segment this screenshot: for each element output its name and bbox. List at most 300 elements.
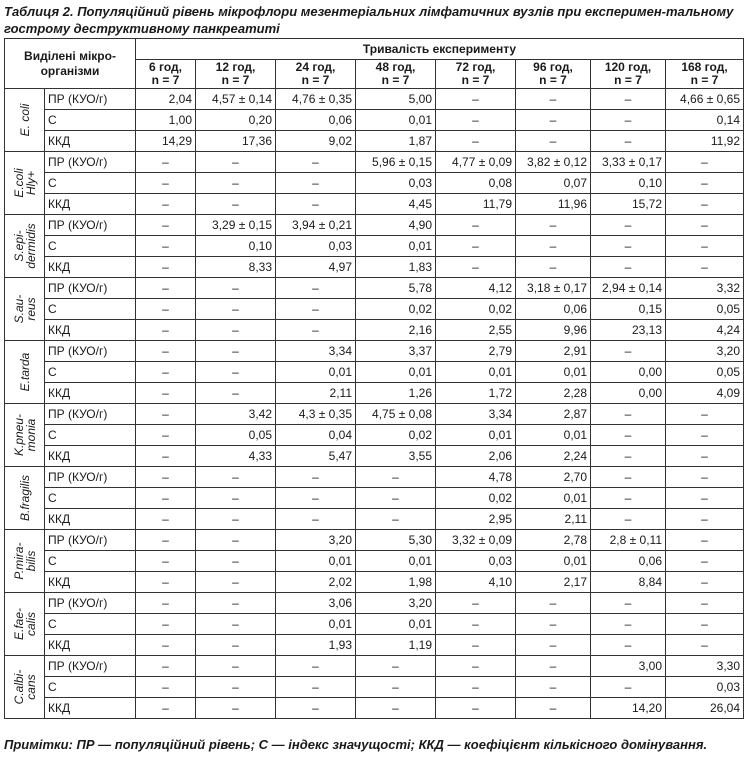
- value-cell: –: [136, 446, 196, 467]
- organism-name: [5, 341, 45, 404]
- table-row: [5, 404, 744, 425]
- organism-name-label: C.albi- cans: [11, 669, 38, 705]
- value-cell: –: [196, 509, 276, 530]
- metric-label: С: [45, 236, 136, 257]
- value-cell: 5,78: [356, 278, 436, 299]
- organism-name: [5, 278, 45, 341]
- table-row: [5, 299, 744, 320]
- value-cell: –: [196, 152, 276, 173]
- table-row: [5, 656, 744, 677]
- value-cell: –: [666, 635, 744, 656]
- table-row: [5, 362, 744, 383]
- metric-label: ПР (КУО/г): [45, 215, 136, 236]
- table-row: [5, 635, 744, 656]
- value-cell: –: [666, 593, 744, 614]
- value-cell: –: [591, 614, 666, 635]
- value-cell: 23,13: [591, 320, 666, 341]
- value-cell: –: [666, 509, 744, 530]
- value-cell: –: [436, 257, 516, 278]
- value-cell: –: [591, 236, 666, 257]
- value-cell: –: [196, 593, 276, 614]
- value-cell: –: [136, 383, 196, 404]
- metric-label: ККД: [45, 131, 136, 152]
- value-cell: –: [136, 299, 196, 320]
- value-cell: –: [436, 131, 516, 152]
- value-cell: 2,11: [276, 383, 356, 404]
- organism-name-label: E.coli Hly+: [11, 168, 38, 198]
- value-cell: –: [136, 656, 196, 677]
- value-cell: 0,01: [276, 551, 356, 572]
- table-row: [5, 173, 744, 194]
- value-cell: 0,03: [356, 173, 436, 194]
- metric-label: ККД: [45, 509, 136, 530]
- value-cell: 3,82 ± 0,12: [516, 152, 591, 173]
- value-cell: 0,05: [666, 362, 744, 383]
- value-cell: –: [591, 635, 666, 656]
- value-cell: –: [196, 656, 276, 677]
- value-cell: –: [666, 446, 744, 467]
- value-cell: 3,32 ± 0,09: [436, 530, 516, 551]
- value-cell: –: [136, 488, 196, 509]
- value-cell: –: [136, 236, 196, 257]
- column-header: 96 год, n = 7: [516, 60, 591, 89]
- value-cell: –: [436, 635, 516, 656]
- value-cell: 2,87: [516, 404, 591, 425]
- table-row: [5, 614, 744, 635]
- value-cell: –: [196, 362, 276, 383]
- value-cell: –: [436, 236, 516, 257]
- value-cell: 0,06: [276, 110, 356, 131]
- value-cell: 5,47: [276, 446, 356, 467]
- value-cell: –: [516, 236, 591, 257]
- value-cell: –: [196, 320, 276, 341]
- footnote: Примітки: ПР — популяційний рівень; С — індекс значущості; ККД — коефіцієнт кількісного домінування.: [4, 737, 708, 752]
- value-cell: 2,17: [516, 572, 591, 593]
- value-cell: 3,94 ± 0,21: [276, 215, 356, 236]
- table-row: [5, 383, 744, 404]
- table-row: [5, 320, 744, 341]
- metric-label: С: [45, 362, 136, 383]
- data-table-wrapper: [4, 38, 744, 719]
- value-cell: 11,96: [516, 194, 591, 215]
- value-cell: 3,42: [196, 404, 276, 425]
- value-cell: –: [356, 488, 436, 509]
- table-row: [5, 236, 744, 257]
- organism-name: [5, 467, 45, 530]
- value-cell: –: [666, 236, 744, 257]
- value-cell: 2,78: [516, 530, 591, 551]
- value-cell: –: [516, 89, 591, 110]
- value-cell: –: [276, 698, 356, 719]
- value-cell: –: [196, 677, 276, 698]
- value-cell: 9,02: [276, 131, 356, 152]
- value-cell: 4,77 ± 0,09: [436, 152, 516, 173]
- value-cell: 2,28: [516, 383, 591, 404]
- value-cell: 3,06: [276, 593, 356, 614]
- value-cell: –: [196, 299, 276, 320]
- value-cell: 0,08: [436, 173, 516, 194]
- value-cell: –: [136, 278, 196, 299]
- value-cell: 0,04: [276, 425, 356, 446]
- value-cell: 4,33: [196, 446, 276, 467]
- value-cell: –: [591, 215, 666, 236]
- value-cell: 3,20: [666, 341, 744, 362]
- value-cell: 0,20: [196, 110, 276, 131]
- value-cell: –: [516, 614, 591, 635]
- value-cell: 0,03: [436, 551, 516, 572]
- value-cell: 0,14: [666, 110, 744, 131]
- value-cell: 3,18 ± 0,17: [516, 278, 591, 299]
- value-cell: 0,05: [666, 299, 744, 320]
- table-row: [5, 341, 744, 362]
- value-cell: –: [136, 467, 196, 488]
- value-cell: 0,05: [196, 425, 276, 446]
- metric-label: С: [45, 614, 136, 635]
- value-cell: –: [666, 194, 744, 215]
- metric-label: ККД: [45, 383, 136, 404]
- value-cell: –: [136, 341, 196, 362]
- value-cell: –: [196, 488, 276, 509]
- organism-name: [5, 404, 45, 467]
- value-cell: –: [136, 635, 196, 656]
- table-row: [5, 194, 744, 215]
- value-cell: 0,10: [196, 236, 276, 257]
- value-cell: –: [666, 467, 744, 488]
- organism-name-label: P.mira- bilis: [11, 542, 38, 580]
- value-cell: 4,3 ± 0,35: [276, 404, 356, 425]
- value-cell: –: [591, 593, 666, 614]
- value-cell: 1,93: [276, 635, 356, 656]
- value-cell: 0,02: [436, 488, 516, 509]
- metric-label: С: [45, 488, 136, 509]
- value-cell: –: [436, 656, 516, 677]
- value-cell: 2,95: [436, 509, 516, 530]
- value-cell: –: [591, 341, 666, 362]
- value-cell: 0,01: [436, 362, 516, 383]
- value-cell: –: [516, 698, 591, 719]
- value-cell: 2,55: [436, 320, 516, 341]
- value-cell: –: [591, 89, 666, 110]
- value-cell: 2,02: [276, 572, 356, 593]
- table-row: [5, 572, 744, 593]
- value-cell: 4,10: [436, 572, 516, 593]
- table-row: [5, 488, 744, 509]
- organism-name: [5, 152, 45, 215]
- value-cell: 4,90: [356, 215, 436, 236]
- value-cell: –: [196, 173, 276, 194]
- value-cell: 4,78: [436, 467, 516, 488]
- organism-name: [5, 656, 45, 719]
- value-cell: –: [666, 551, 744, 572]
- table-row: [5, 677, 744, 698]
- value-cell: –: [136, 593, 196, 614]
- value-cell: 0,01: [276, 362, 356, 383]
- table-caption: Таблиця 2. Популяційний рівень мікрофлори мезентеріальних лімфатичних вузлів при експеримен-тальному гострому деструктивному панкреатиті: [4, 4, 734, 36]
- value-cell: –: [136, 677, 196, 698]
- metric-label: С: [45, 551, 136, 572]
- value-cell: –: [666, 530, 744, 551]
- value-cell: 26,04: [666, 698, 744, 719]
- value-cell: 3,32: [666, 278, 744, 299]
- value-cell: –: [666, 173, 744, 194]
- value-cell: 0,03: [666, 677, 744, 698]
- value-cell: –: [276, 677, 356, 698]
- value-cell: –: [136, 425, 196, 446]
- organism-name-label: E. coli: [17, 103, 32, 137]
- metric-label: ПР (КУО/г): [45, 404, 136, 425]
- value-cell: 0,01: [276, 614, 356, 635]
- table-row: [5, 530, 744, 551]
- value-cell: 3,30: [666, 656, 744, 677]
- value-cell: –: [356, 698, 436, 719]
- value-cell: –: [666, 572, 744, 593]
- microflora-table: [4, 38, 744, 719]
- metric-label: ККД: [45, 257, 136, 278]
- value-cell: –: [516, 131, 591, 152]
- value-cell: 3,29 ± 0,15: [196, 215, 276, 236]
- table-row: [5, 593, 744, 614]
- column-header: 12 год, n = 7: [196, 60, 276, 89]
- value-cell: 2,06: [436, 446, 516, 467]
- value-cell: –: [591, 446, 666, 467]
- value-cell: –: [276, 509, 356, 530]
- value-cell: –: [591, 677, 666, 698]
- value-cell: 1,98: [356, 572, 436, 593]
- table-row: [5, 131, 744, 152]
- value-cell: 0,06: [591, 551, 666, 572]
- value-cell: –: [356, 677, 436, 698]
- column-header: 48 год, n = 7: [356, 60, 436, 89]
- metric-label: ККД: [45, 698, 136, 719]
- value-cell: –: [356, 509, 436, 530]
- table-row: [5, 425, 744, 446]
- value-cell: –: [136, 509, 196, 530]
- metric-label: С: [45, 299, 136, 320]
- metric-label: С: [45, 173, 136, 194]
- value-cell: –: [436, 698, 516, 719]
- duration-header: Тривалість експерименту: [136, 39, 744, 60]
- value-cell: –: [436, 110, 516, 131]
- value-cell: –: [516, 110, 591, 131]
- value-cell: 0,07: [516, 173, 591, 194]
- value-cell: 5,96 ± 0,15: [356, 152, 436, 173]
- value-cell: 0,01: [356, 362, 436, 383]
- value-cell: 2,04: [136, 89, 196, 110]
- value-cell: 11,79: [436, 194, 516, 215]
- value-cell: –: [666, 488, 744, 509]
- value-cell: –: [136, 152, 196, 173]
- value-cell: 1,26: [356, 383, 436, 404]
- value-cell: –: [516, 215, 591, 236]
- value-cell: –: [591, 131, 666, 152]
- metric-label: С: [45, 425, 136, 446]
- metric-label: С: [45, 110, 136, 131]
- metric-label: ПР (КУО/г): [45, 530, 136, 551]
- value-cell: –: [516, 677, 591, 698]
- value-cell: 0,15: [591, 299, 666, 320]
- value-cell: 2,11: [516, 509, 591, 530]
- value-cell: –: [136, 404, 196, 425]
- table-row: [5, 509, 744, 530]
- value-cell: 0,01: [356, 551, 436, 572]
- organism-name-label: B.fragilis: [17, 474, 32, 522]
- value-cell: –: [136, 215, 196, 236]
- value-cell: –: [666, 404, 744, 425]
- value-cell: 0,00: [591, 362, 666, 383]
- value-cell: 3,55: [356, 446, 436, 467]
- metric-label: ККД: [45, 446, 136, 467]
- table-row: [5, 89, 744, 110]
- value-cell: 2,91: [516, 341, 591, 362]
- value-cell: –: [356, 656, 436, 677]
- metric-label: ПР (КУО/г): [45, 278, 136, 299]
- value-cell: –: [136, 194, 196, 215]
- value-cell: 4,75 ± 0,08: [356, 404, 436, 425]
- organism-name-label: K.pneu- monia: [11, 413, 38, 457]
- metric-label: ККД: [45, 320, 136, 341]
- value-cell: –: [136, 551, 196, 572]
- value-cell: 0,01: [356, 110, 436, 131]
- metric-label: ПР (КУО/г): [45, 152, 136, 173]
- value-cell: –: [196, 572, 276, 593]
- value-cell: 0,01: [516, 488, 591, 509]
- table-row: [5, 278, 744, 299]
- value-cell: –: [136, 698, 196, 719]
- value-cell: –: [276, 194, 356, 215]
- value-cell: –: [136, 320, 196, 341]
- table-row: [5, 551, 744, 572]
- metric-label: ПР (КУО/г): [45, 467, 136, 488]
- value-cell: –: [196, 341, 276, 362]
- value-cell: –: [136, 257, 196, 278]
- value-cell: –: [666, 152, 744, 173]
- value-cell: –: [196, 698, 276, 719]
- metric-label: ККД: [45, 635, 136, 656]
- value-cell: 4,66 ± 0,65: [666, 89, 744, 110]
- value-cell: 0,02: [356, 299, 436, 320]
- organism-name-label: S.au- reus: [11, 294, 38, 324]
- value-cell: –: [356, 467, 436, 488]
- value-cell: 3,20: [356, 593, 436, 614]
- value-cell: –: [591, 467, 666, 488]
- value-cell: –: [666, 425, 744, 446]
- value-cell: –: [436, 89, 516, 110]
- value-cell: 0,01: [436, 425, 516, 446]
- value-cell: 4,97: [276, 257, 356, 278]
- value-cell: 0,02: [356, 425, 436, 446]
- value-cell: –: [516, 593, 591, 614]
- table-row: [5, 467, 744, 488]
- value-cell: 0,02: [436, 299, 516, 320]
- value-cell: –: [196, 194, 276, 215]
- value-cell: –: [591, 404, 666, 425]
- value-cell: –: [136, 173, 196, 194]
- value-cell: –: [436, 677, 516, 698]
- value-cell: –: [276, 467, 356, 488]
- table-row: [5, 257, 744, 278]
- column-header: 120 год, n = 7: [591, 60, 666, 89]
- value-cell: –: [276, 278, 356, 299]
- value-cell: –: [136, 362, 196, 383]
- value-cell: –: [666, 215, 744, 236]
- organism-name: [5, 593, 45, 656]
- organism-name-label: S.epi- dermidis: [11, 223, 38, 269]
- value-cell: 1,72: [436, 383, 516, 404]
- value-cell: –: [436, 215, 516, 236]
- value-cell: –: [666, 614, 744, 635]
- value-cell: –: [136, 572, 196, 593]
- organism-name: [5, 215, 45, 278]
- value-cell: 14,20: [591, 698, 666, 719]
- value-cell: –: [516, 257, 591, 278]
- value-cell: –: [516, 635, 591, 656]
- value-cell: –: [196, 383, 276, 404]
- value-cell: 0,01: [516, 425, 591, 446]
- value-cell: –: [276, 173, 356, 194]
- value-cell: –: [436, 593, 516, 614]
- value-cell: –: [196, 467, 276, 488]
- value-cell: 0,01: [516, 362, 591, 383]
- value-cell: 4,76 ± 0,35: [276, 89, 356, 110]
- value-cell: –: [591, 488, 666, 509]
- value-cell: 5,30: [356, 530, 436, 551]
- value-cell: –: [591, 110, 666, 131]
- value-cell: –: [591, 425, 666, 446]
- value-cell: 0,01: [516, 551, 591, 572]
- value-cell: 1,83: [356, 257, 436, 278]
- value-cell: 15,72: [591, 194, 666, 215]
- metric-label: ПР (КУО/г): [45, 656, 136, 677]
- value-cell: 9,96: [516, 320, 591, 341]
- value-cell: –: [196, 614, 276, 635]
- value-cell: 0,00: [591, 383, 666, 404]
- value-cell: 2,94 ± 0,14: [591, 278, 666, 299]
- column-header: 6 год, n = 7: [136, 60, 196, 89]
- value-cell: 2,16: [356, 320, 436, 341]
- value-cell: –: [136, 530, 196, 551]
- value-cell: 17,36: [196, 131, 276, 152]
- value-cell: –: [276, 488, 356, 509]
- value-cell: 4,57 ± 0,14: [196, 89, 276, 110]
- metric-label: ККД: [45, 194, 136, 215]
- metric-label: ПР (КУО/г): [45, 593, 136, 614]
- column-header: 168 год, n = 7: [666, 60, 744, 89]
- value-cell: 2,24: [516, 446, 591, 467]
- organism-name: [5, 530, 45, 593]
- table-body: [5, 89, 744, 719]
- value-cell: –: [276, 152, 356, 173]
- value-cell: –: [276, 299, 356, 320]
- value-cell: –: [591, 257, 666, 278]
- value-cell: –: [136, 614, 196, 635]
- value-cell: 1,00: [136, 110, 196, 131]
- value-cell: 3,33 ± 0,17: [591, 152, 666, 173]
- value-cell: 3,34: [436, 404, 516, 425]
- value-cell: 1,87: [356, 131, 436, 152]
- value-cell: –: [196, 530, 276, 551]
- value-cell: 1,19: [356, 635, 436, 656]
- value-cell: –: [591, 509, 666, 530]
- value-cell: –: [276, 656, 356, 677]
- value-cell: 3,00: [591, 656, 666, 677]
- metric-label: ККД: [45, 572, 136, 593]
- value-cell: 4,09: [666, 383, 744, 404]
- value-cell: 0,01: [356, 236, 436, 257]
- metric-label: С: [45, 677, 136, 698]
- value-cell: 14,29: [136, 131, 196, 152]
- value-cell: 2,79: [436, 341, 516, 362]
- value-cell: 2,8 ± 0,11: [591, 530, 666, 551]
